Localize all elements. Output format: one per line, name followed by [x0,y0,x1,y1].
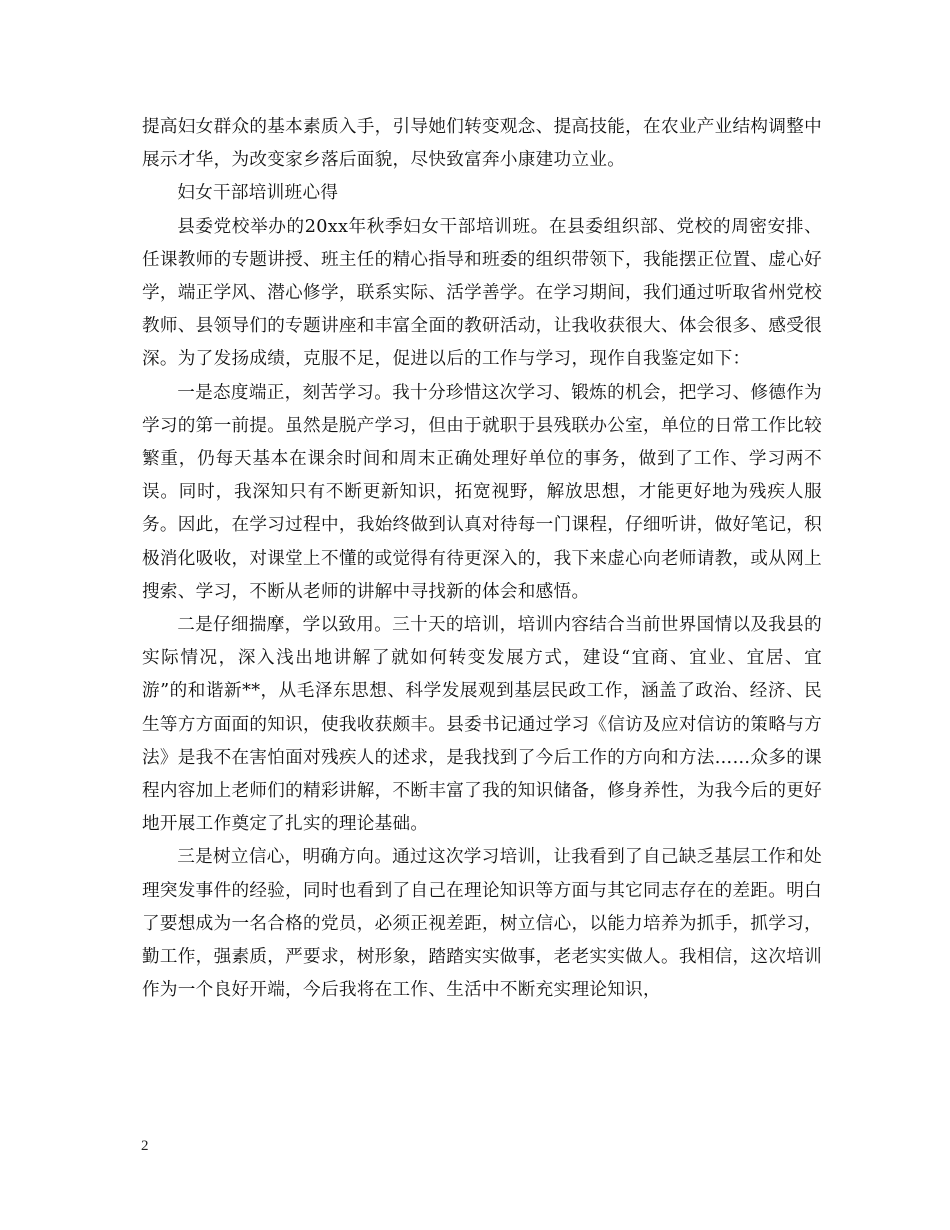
paragraph-intro-continuation: 提高妇女群众的基本素质入手，引导她们转变观念、提高技能，在农业产业结构调整中展示才华，为改变家乡落后面貌，尽快致富奔小康建功立业。 [142,117,822,171]
page-number: 2 [141,1138,149,1154]
document-body [142,111,822,1007]
paragraph-introduction: 县委党校举办的20xx年秋季妇女干部培训班。在县委组织部、党校的周密安排、任课教师的专题讲授、班主任的精心指导和班委的组织带领下，我能摆正位置、虚心好学，端正学风、潜心修学，联系实际、活学善学。在学习期间，我们通过听取省州党校教师、县领导们的专题讲座和丰富全面的教研活动，让我收获很大、体会很多、感受很深。为了发扬成绩，克服不足，促进以后的工作与学习，现作自我鉴定如下： [142,216,822,370]
paragraph-point-three: 三是树立信心，明确方向。通过这次学习培训，让我看到了自己缺乏基层工作和处理突发事件的经验，同时也看到了自己在理论知识等方面与其它同志存在的差距。明白了要想成为一名合格的党员，必须正视差距，树立信心，以能力培养为抓手，抓学习，勤工作，强素质，严要求，树形象，踏踏实实做事，老老实实做人。我相信，这次培训作为一个良好开端，今后我将在工作、生活中不断充实理论知识， [142,847,822,1001]
section-title: 妇女干部培训班心得 [177,183,339,204]
paragraph-point-one: 一是态度端正，刻苦学习。我十分珍惜这次学习、锻炼的机会，把学习、修德作为学习的第一前提。虽然是脱产学习，但由于就职于县残联办公室，单位的日常工作比较繁重，仍每天基本在课余时间和周末正确处理好单位的事务，做到了工作、学习两不误。同时，我深知只有不断更新知识，拓宽视野，解放思想，才能更好地为残疾人服务。因此，在学习过程中，我始终做到认真对待每一门课程，仔细听讲，做好笔记，积极消化吸收，对课堂上不懂的或觉得有待更深入的，我下来虚心向老师请教，或从网上搜索、学习，不断从老师的讲解中寻找新的体会和感悟。 [142,382,822,602]
paragraph-point-two: 二是仔细揣摩，学以致用。三十天的培训，培训内容结合当前世界国情以及我县的实际情况，深入浅出地讲解了就如何转变发展方式，建设“宜商、宜业、宜居、宜游”的和谐新**，从毛泽东思想、科学发展观到基层民政工作，涵盖了政治、经济、民生等方方面面的知识，使我收获颇丰。县委书记通过学习《信访及应对信访的策略与方法》是我不在害怕面对残疾人的述求，是我找到了今后工作的方向和方法……众多的课程内容加上老师们的精彩讲解，不断丰富了我的知识储备，修身养性，为我今后的更好地开展工作奠定了扎实的理论基础。 [142,615,822,835]
